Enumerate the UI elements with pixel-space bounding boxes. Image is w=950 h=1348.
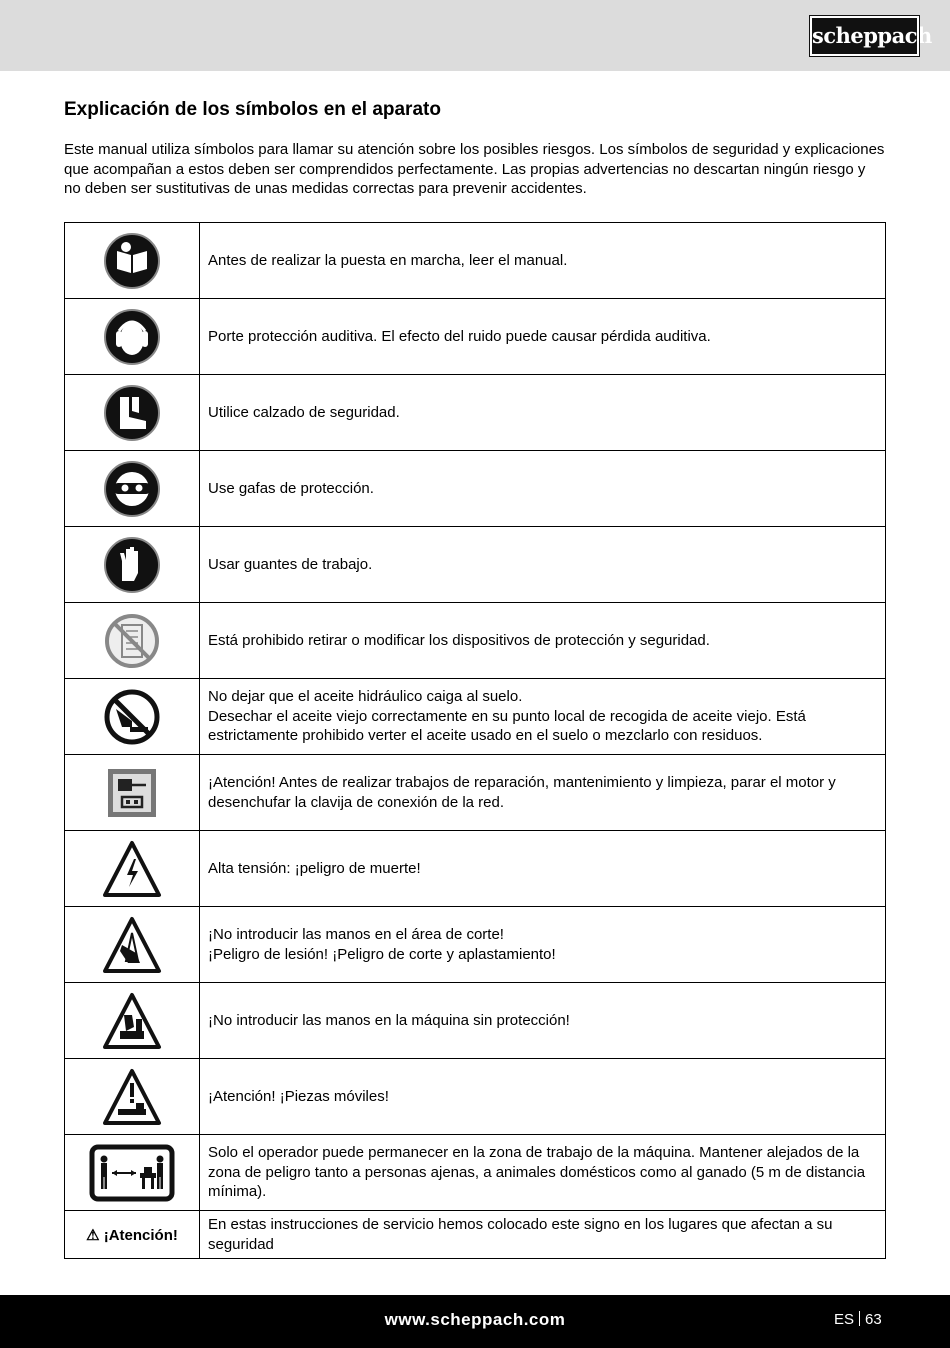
symbol-description [200,223,886,299]
symbol-description [200,831,886,907]
table-row [65,527,886,603]
symbol-cell [65,1135,200,1211]
symbol-cell [65,603,200,679]
description-line: ¡Atención! Antes de realizar trabajos de reparación, mantenimiento y limpieza, parar el motor y desenchufar la clavija de conexión de la red. [208,774,836,811]
description-line: Utilice calzado de seguridad. [208,403,400,421]
description-line: Usar guantes de trabajo. [208,555,373,573]
unplug-icon [102,763,162,823]
symbol-cell [65,755,200,831]
description-line: Alta tensión: ¡peligro de muerte! [208,859,421,877]
symbol-cell [65,299,200,375]
symbols-table [64,222,886,1259]
symbol-description [200,1135,886,1211]
description-line: ¡Atención! ¡Piezas móviles! [208,1087,389,1105]
table-row [65,451,886,527]
table-row [65,679,886,755]
description-line: Antes de realizar la puesta en marcha, leer el manual. [208,251,568,269]
description-line: Está prohibido retirar o modificar los dispositivos de protección y seguridad. [208,631,710,649]
read-manual-icon [102,231,162,291]
symbol-cell [65,527,200,603]
page-header [0,0,950,71]
brand-logo: scheppach [810,16,919,56]
table-row-attention [65,1211,886,1259]
no-remove-guards-icon [102,611,162,671]
symbol-cell [65,223,200,299]
ear-protection-icon [102,307,162,367]
symbol-description [200,1059,886,1135]
description-line: ¡Peligro de lesión! ¡Peligro de corte y aplastamiento! [208,945,556,963]
moving-parts-warning-icon [102,1067,162,1127]
page-num: 63 [865,1311,882,1328]
table-row [65,223,886,299]
description-line: Porte protección auditiva. El efecto del ruido puede causar pérdida auditiva. [208,327,711,345]
hand-machine-warning-icon [102,991,162,1051]
symbol-description [200,907,886,983]
table-row [65,1135,886,1211]
operator-zone-icon [88,1143,176,1203]
attention-text: En estas instrucciones de servicio hemos colocado este signo en los lugares que afectan a su seguridad [200,1211,886,1259]
hand-cutting-warning-icon [102,915,162,975]
symbol-description [200,375,886,451]
safety-goggles-icon [102,459,162,519]
safety-boots-icon [102,383,162,443]
symbol-description [200,603,886,679]
page-footer [0,1295,950,1348]
symbol-description [200,679,886,755]
description-line: ¡No introducir las manos en el área de corte! [208,926,504,943]
table-row [65,755,886,831]
symbol-cell [65,375,200,451]
description-line: Use gafas de protección. [208,479,374,497]
attention-label: ⚠ ¡Atención! [65,1211,200,1259]
symbol-cell [65,451,200,527]
page-number [834,1311,882,1328]
table-row [65,1059,886,1135]
table-row [65,603,886,679]
page-title: Explicación de los símbolos en el aparato [64,99,441,120]
symbol-cell [65,1059,200,1135]
no-oil-spill-icon [102,687,162,747]
description-line: Desechar el aceite viejo correctamente en su punto local de recogida de aceite viejo. Está estrictamente prohibido verter el aceite usado en el suelo o mezclarlo con residuos. [208,707,806,745]
website-link[interactable]: www.scheppach.com [384,1310,566,1329]
symbol-cell [65,679,200,755]
intro-paragraph: Este manual utiliza símbolos para llamar su atención sobre los posibles riesgos. Los símbolos de seguridad y explicaciones que acompañan a estos deben ser comprendidos perfectamente. Las propias advertencias no descartan ningún riesgo y no deben ser sustitutivas de unas medidas correctas para prevenir accidentes. [64,141,885,197]
symbol-description [200,755,886,831]
table-row [65,907,886,983]
high-voltage-icon [102,839,162,899]
language-code: ES [834,1311,855,1328]
table-row [65,299,886,375]
description-line: No dejar que el aceite hidráulico caiga al suelo. [208,688,523,706]
gloves-icon [102,535,162,595]
symbol-description [200,527,886,603]
symbol-description [200,299,886,375]
table-row [65,831,886,907]
table-row [65,375,886,451]
symbol-cell [65,983,200,1059]
symbol-description [200,451,886,527]
description-line: Solo el operador puede permanecer en la zona de trabajo de la máquina. Mantener alejados de la zona de peligro tanto a personas ajenas, a animales domésticos como al ganado (5 m de distancia mínima). [208,1144,866,1201]
symbol-cell [65,831,200,907]
table-row [65,983,886,1059]
symbol-cell [65,907,200,983]
symbol-description [200,983,886,1059]
description-line: ¡No introducir las manos en la máquina sin protección! [208,1011,570,1029]
